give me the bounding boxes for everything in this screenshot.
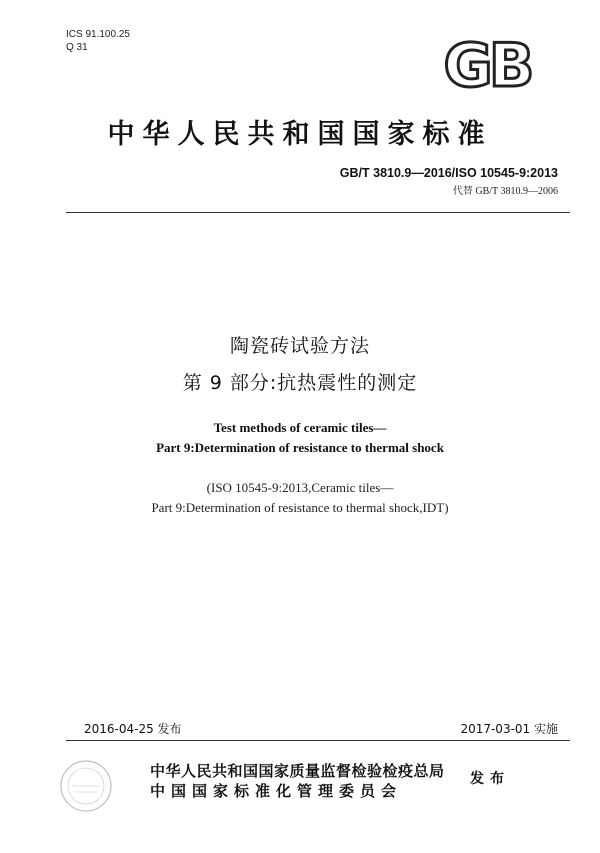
english-title-line2: Part 9:Determination of resistance to thermal shock [156,440,444,455]
bottom-divider [66,740,570,741]
implementation-date: 2017-03-01 实施 [460,722,558,736]
issuer-line1: 中华人民共和国国家质量监督检验检疫总局 [150,762,445,780]
standard-number: GB/T 3810.9—2016/ISO 10545-9:2013 [339,166,558,180]
standard-title: 中华人民共和国国家标准 [107,119,493,150]
ccs-code: Q 31 [66,42,88,53]
top-divider [66,212,570,213]
iso-reference-line2: Part 9:Determination of resistance to thermal shock,IDT) [151,500,449,515]
chinese-title-line1: 陶瓷砖试验方法 [229,335,370,357]
gb-logo-icon [432,36,542,92]
seal-stamp-icon [58,758,114,814]
ics-code: ICS 91.100.25 [66,29,130,40]
english-title-line1: Test methods of ceramic tiles— [213,420,387,435]
issuer-line2: 中国国家标准化管理委员会 [150,782,403,800]
iso-reference-line1: (ISO 10545-9:2013,Ceramic tiles— [206,480,394,495]
issue-date: 2016-04-25 发布 [84,722,182,736]
replaces-standard: 代替 GB/T 3810.9—2006 [452,186,558,197]
classification-codes [66,28,130,54]
gb-logo-text: GB [443,36,531,92]
publish-label: 发布 [470,771,510,787]
chinese-title-line2: 第 9 部分:抗热震性的测定 [182,372,418,394]
